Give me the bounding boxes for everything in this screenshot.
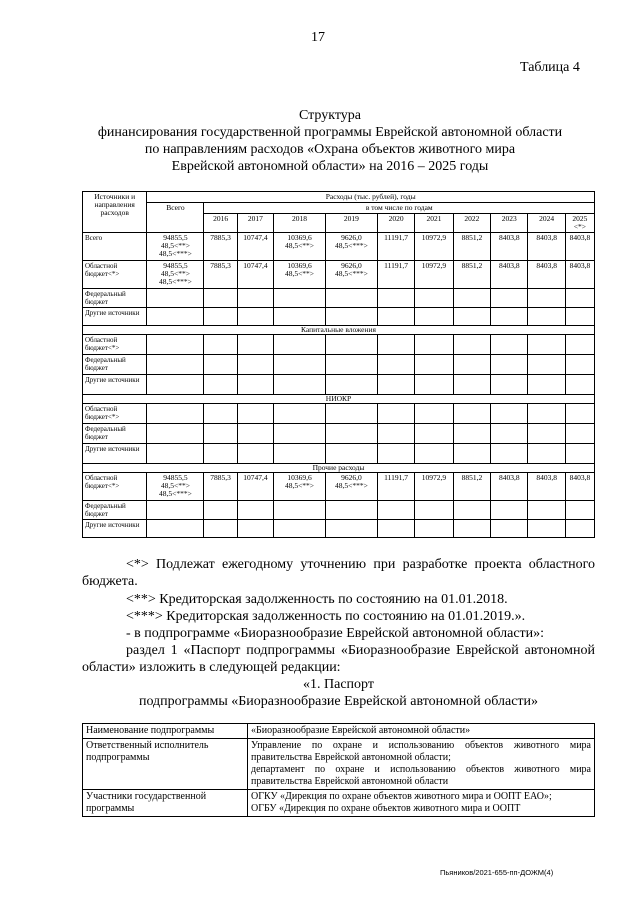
cell-empty [274,501,326,520]
table-header-row [83,192,595,203]
cell-empty [565,424,594,444]
cell-empty [528,424,565,444]
cell-value [237,233,273,261]
cell-line: 11191,7 [384,261,408,270]
cell-empty [415,520,453,538]
cell-empty [528,335,565,355]
cell-line: 10369,6 [287,473,312,482]
cell-line: 48,5<***> [159,277,192,286]
cell-line: 48,5<***> [335,269,368,278]
cell-value [453,261,490,289]
cell-empty [147,501,204,520]
cell-empty [565,375,594,395]
cell-empty [237,335,273,355]
cell-line: 11191,7 [384,233,408,242]
cell-empty [491,308,528,326]
cell-line: 7885,3 [210,473,231,482]
cell-empty [565,444,594,464]
cell-empty [204,375,237,395]
cell-line: 9626,0 [341,233,362,242]
cell-empty [565,335,594,355]
table-row-regional [83,404,595,424]
cell-empty [377,308,414,326]
row-label: Другие источники [83,308,147,326]
table-row-other [83,444,595,464]
section-row-niokr [83,395,595,404]
cell-empty [377,404,414,424]
cell-value [491,233,528,261]
cell-empty [528,308,565,326]
cell-empty [274,520,326,538]
cell-value [415,233,453,261]
cell-line: 94855,5 [163,233,188,242]
cell-empty [491,501,528,520]
cell-empty [325,355,377,375]
cell-line: 8403,8 [498,261,520,270]
passport-value-line: Управление по охране и использованию объектов животного мира правительства Еврейской автономной области; [251,740,591,763]
cell-line: 8403,8 [569,233,591,242]
cell-line: 48,5<**> [284,269,315,278]
cell-value [415,473,453,501]
table-row [83,724,595,739]
passport-label: Ответственный исполнитель подпрограммы [83,739,248,790]
cell-empty [415,375,453,395]
header-including: в том числе по годам [204,203,595,214]
cell-empty [565,404,594,424]
cell-empty [237,520,273,538]
section-other: Прочие расходы [83,464,595,473]
cell-line: 10747,4 [243,233,268,242]
cell-value [528,473,565,501]
cell-empty [453,520,490,538]
cell-empty [377,424,414,444]
row-label: Федеральный бюджет [83,289,147,308]
cell-empty [528,375,565,395]
cell-empty [147,520,204,538]
cell-empty [453,501,490,520]
cell-value [204,261,237,289]
header-year: 2021 [415,214,453,233]
cell-empty [274,375,326,395]
table-header-row [83,203,595,214]
header-sources: Источники и направления расходов [83,192,147,233]
cell-empty [274,335,326,355]
cell-empty [325,308,377,326]
table-row-federal [83,355,595,375]
cell-empty [274,404,326,424]
cell-empty [565,355,594,375]
cell-value [204,233,237,261]
cell-empty [204,501,237,520]
cell-empty [565,520,594,538]
cell-empty [204,404,237,424]
cell-empty [204,355,237,375]
row-label: Федеральный бюджет [83,501,147,520]
cell-total [147,233,204,261]
row-label: Областной бюджет<*> [83,473,147,501]
cell-empty [204,520,237,538]
cell-empty [491,335,528,355]
cell-empty [415,404,453,424]
cell-empty [237,355,273,375]
cell-empty [204,308,237,326]
cell-empty [491,424,528,444]
cell-line: 48,5<***> [335,481,368,490]
cell-empty [325,375,377,395]
header-year: 2022 [453,214,490,233]
table-row-total [83,233,595,261]
cell-empty [491,404,528,424]
table-row-other [83,308,595,326]
cell-empty [204,424,237,444]
cell-line: 8403,8 [498,473,520,482]
cell-value [204,473,237,501]
section-row-other [83,464,595,473]
cell-empty [453,444,490,464]
cell-value [453,233,490,261]
passport-label: Наименование подпрограммы [83,724,248,739]
cell-empty [453,355,490,375]
header-year: 2024 [528,214,565,233]
cell-empty [237,444,273,464]
cell-value [453,473,490,501]
cell-empty [377,444,414,464]
header-year: 2019 [325,214,377,233]
section-niokr: НИОКР [83,395,595,404]
row-label: Областной бюджет<*> [83,404,147,424]
row-label: Другие источники [83,444,147,464]
cell-line: 11191,7 [384,473,408,482]
row-label: Федеральный бюджет [83,355,147,375]
table-label: Таблица 4 [520,60,580,75]
table-row-regional [83,335,595,355]
cell-line: 10369,6 [287,233,312,242]
passport-value [248,790,595,817]
cell-empty [237,308,273,326]
header-year: 2020 [377,214,414,233]
cell-empty [491,444,528,464]
cell-empty [237,404,273,424]
cell-value [491,261,528,289]
section-row-capital [83,326,595,335]
cell-empty [453,289,490,308]
cell-empty [274,355,326,375]
cell-value [528,233,565,261]
title-line: Еврейской автономной области» на 2016 – 2025 годы [171,159,489,174]
cell-line: 94855,5 [163,261,188,270]
cell-empty [415,355,453,375]
cell-empty [377,335,414,355]
cell-empty [377,375,414,395]
cell-value [491,473,528,501]
cell-empty [237,424,273,444]
cell-empty [415,308,453,326]
note-debt-2018: <**> Кредиторская задолженность по состоянию на 01.01.2018. [126,592,508,607]
cell-empty [147,355,204,375]
table-row [83,790,595,817]
passport-value-line: департамент по охране и использованию объектов животного мира правительства Еврейской автономной области [251,764,591,787]
cell-line: 10369,6 [287,261,312,270]
table-row-regional [83,473,595,501]
cell-empty [491,355,528,375]
cell-empty [147,404,204,424]
cell-line: 8851,2 [461,233,483,242]
cell-value [237,261,273,289]
cell-empty [453,335,490,355]
cell-line: 48,5<***> [159,489,192,498]
title-line: по направлениям расходов «Охрана объектов животного мира [144,142,516,157]
cell-empty [325,404,377,424]
cell-line: 8403,8 [498,233,520,242]
cell-empty [528,520,565,538]
cell-line: 10972,9 [421,261,447,270]
cell-empty [237,289,273,308]
cell-empty [274,424,326,444]
cell-value [415,261,453,289]
cell-empty [453,424,490,444]
cell-empty [377,501,414,520]
cell-empty [147,444,204,464]
cell-value [274,233,326,261]
cell-empty [325,424,377,444]
cell-line: 48,5<**> [160,269,190,278]
cell-empty [528,501,565,520]
cell-line: 8851,2 [461,261,483,270]
cell-empty [325,335,377,355]
note-section-1: раздел 1 «Паспорт подпрограммы «Биоразнообразие Еврейской автономной области» изложить в следующей редакции: [82,643,595,675]
table-row-other [83,520,595,538]
cell-empty [528,444,565,464]
cell-value [565,261,594,289]
cell-line: 8403,8 [536,233,557,242]
cell-line: 48,5<**> [160,241,190,250]
row-label: Другие источники [83,375,147,395]
cell-line: 10972,9 [421,233,447,242]
cell-empty [204,335,237,355]
cell-empty [325,520,377,538]
row-label: Другие источники [83,520,147,538]
header-year: 2025 <*> [565,214,594,233]
passport-subheading: подпрограммы «Биоразнообразие Еврейской автономной области» [138,694,539,709]
cell-empty [147,424,204,444]
cell-line: 48,5<***> [335,241,368,250]
cell-empty [147,308,204,326]
header-year: 2016 [204,214,237,233]
page-number: 17 [311,30,325,45]
section-capital: Капитальные вложения [83,326,595,335]
cell-empty [415,444,453,464]
cell-line: 48,5<**> [160,481,190,490]
header-expenses: Расходы (тыс. рублей), годы [147,192,595,203]
cell-empty [325,501,377,520]
cell-line: 10972,9 [421,473,447,482]
cell-empty [415,501,453,520]
table-row-federal [83,501,595,520]
passport-heading: «1. Паспорт [303,677,374,692]
cell-value [565,473,594,501]
cell-line: 48,5<**> [284,481,315,490]
cell-line: 8403,8 [536,473,557,482]
document-title [60,107,600,175]
cell-value [377,233,414,261]
cell-empty [453,308,490,326]
cell-value [325,233,377,261]
cell-empty [274,308,326,326]
cell-empty [325,444,377,464]
cell-value [237,473,273,501]
note-subprogram: - в подпрограмме «Биоразнообразие Еврейской автономной области»: [126,626,545,641]
cell-empty [237,375,273,395]
cell-value [377,473,414,501]
passport-table [82,723,595,817]
cell-line: 9626,0 [341,261,362,270]
header-year: 2018 [274,214,326,233]
cell-line: 8851,2 [461,473,483,482]
cell-empty [147,335,204,355]
passport-value [248,739,595,790]
cell-empty [528,404,565,424]
cell-empty [237,501,273,520]
cell-line: 8403,8 [536,261,557,270]
cell-line: 9626,0 [341,473,362,482]
note-debt-2019: <***> Кредиторская задолженность по состоянию на 01.01.2019.». [126,609,526,624]
cell-empty [453,404,490,424]
cell-value [565,233,594,261]
cell-line: 8403,8 [569,473,591,482]
table-row-federal [83,424,595,444]
cell-empty [453,375,490,395]
cell-value [325,261,377,289]
header-year: 2017 [237,214,273,233]
cell-empty [204,289,237,308]
title-line: финансирования государственной программы Еврейской автономной области [97,125,563,140]
cell-line: 8403,8 [569,261,591,270]
title-line: Структура [298,108,362,123]
cell-empty [415,424,453,444]
passport-value: «Биоразнообразие Еврейской автономной области» [248,724,595,739]
cell-value [274,473,326,501]
cell-empty [147,289,204,308]
cell-empty [528,355,565,375]
cell-empty [274,289,326,308]
cell-empty [565,289,594,308]
row-label: Областной бюджет<*> [83,335,147,355]
row-label: Федеральный бюджет [83,424,147,444]
passport-value-line: ОГБУ «Дирекция по охране объектов животного мира и ООПТ [251,803,521,814]
footer-code: Пьяников/2021-655-пп-ДОЖМ(4) [440,868,554,877]
cell-empty [415,289,453,308]
passport-value-line: ОГКУ «Дирекция по охране объектов животного мира и ООПТ ЕАО»; [251,791,552,802]
cell-empty [377,289,414,308]
funding-table [82,191,595,538]
cell-empty [565,308,594,326]
table-row [83,739,595,790]
cell-line: 94855,5 [163,473,188,482]
cell-value [274,261,326,289]
cell-empty [415,335,453,355]
cell-empty [274,444,326,464]
header-total: Всего [147,203,204,233]
cell-empty [147,375,204,395]
row-label: Всего [83,233,147,261]
cell-line: 48,5<**> [284,241,315,250]
table-row-federal [83,289,595,308]
cell-empty [491,289,528,308]
cell-empty [491,520,528,538]
cell-empty [377,520,414,538]
cell-value [528,261,565,289]
cell-line: 10747,4 [243,261,268,270]
header-year: 2023 [491,214,528,233]
table-row-regional [83,261,595,289]
note-subject-to-update: <*> Подлежат ежегодному уточнению при разработке проекта областного бюджета. [82,557,595,589]
cell-empty [204,444,237,464]
cell-empty [528,289,565,308]
cell-empty [377,355,414,375]
cell-empty [325,289,377,308]
cell-line: 10747,4 [243,473,268,482]
row-label: Областной бюджет<*> [83,261,147,289]
cell-total [147,473,204,501]
cell-total [147,261,204,289]
cell-empty [491,375,528,395]
passport-label: Участники государственной программы [83,790,248,817]
cell-line: 7885,3 [210,261,231,270]
cell-value [325,473,377,501]
cell-line: 7885,3 [210,233,231,242]
table-row-other [83,375,595,395]
cell-empty [565,501,594,520]
cell-value [377,261,414,289]
cell-line: 48,5<***> [159,249,192,258]
